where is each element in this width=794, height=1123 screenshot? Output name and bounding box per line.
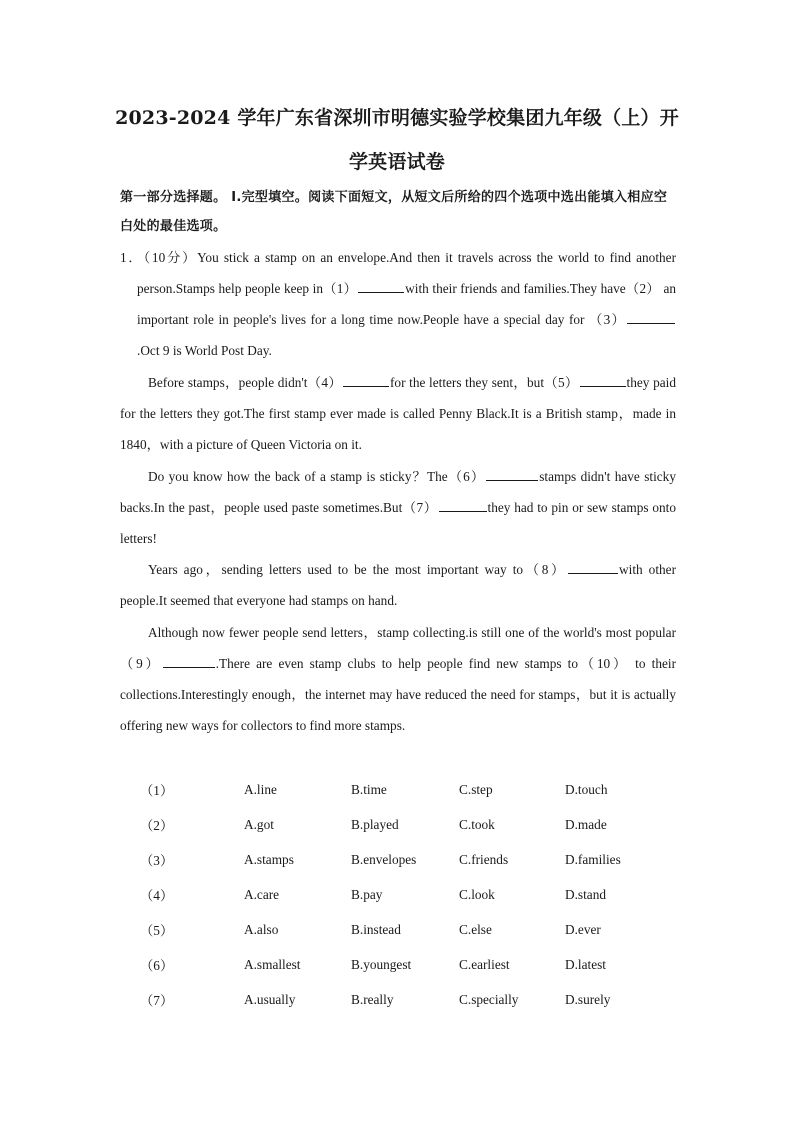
section-instructions: 第一部分选择题。 Ⅰ.完型填空。阅读下面短文，从短文后所给的四个选项中选出能填入相应空白处的最佳选项。 (120, 190, 668, 234)
title-line-1: 2023-2024 学年广东省深圳市明德实验学校集团九年级（上）开 (115, 107, 679, 129)
option-number: （6） (140, 958, 174, 973)
option-number: （7） (140, 993, 174, 1008)
option-c: C.specially (459, 991, 519, 1007)
option-b: B.really (351, 991, 394, 1007)
p2-text-b: for the letters they sent，but（5） (390, 375, 579, 390)
option-b: B.pay (351, 886, 383, 902)
p4-text-b: with other people.It seemed that everyone had stamps on hand. (120, 562, 676, 608)
option-d: D.latest (565, 956, 606, 972)
option-a: A.smallest (244, 956, 301, 972)
option-a: A.got (244, 816, 274, 832)
option-a: A.line (244, 781, 277, 797)
q1-text-part-2: with their friends and families.They have（2） an important role in people's lives for a long time now.People have a special day for （3） (137, 281, 677, 327)
p2-text-a: Before stamps，people didn't（4） (148, 375, 342, 390)
answer-blank-3 (627, 310, 675, 324)
option-a: A.also (244, 921, 279, 937)
option-a: A.usually (244, 991, 296, 1007)
option-number: （4） (140, 888, 174, 903)
option-c: C.step (459, 781, 493, 797)
paragraph-5 (120, 617, 676, 741)
p3-text-c: they had to pin or sew stamps onto letters! (120, 500, 676, 546)
option-number: （5） (140, 923, 174, 938)
options-table (140, 772, 665, 1017)
option-number: （1） (140, 783, 174, 798)
option-row (140, 842, 665, 877)
option-c: C.took (459, 816, 495, 832)
answer-blank-1 (358, 279, 404, 293)
option-number: （2） (140, 818, 174, 833)
answer-blank-5 (580, 373, 626, 387)
p3-text-a: Do you know how the back of a stamp is sticky？The（6） (148, 469, 486, 484)
p5-text-a: Although now fewer people send letters，stamp collecting.is still one of the world's most popular（9） (120, 625, 676, 671)
option-row (140, 912, 665, 947)
option-c: C.earliest (459, 956, 510, 972)
option-d: D.families (565, 851, 621, 867)
question-1-paragraph (120, 242, 676, 366)
option-c: C.look (459, 886, 495, 902)
q1-text-part-1: 1．（10分）You stick a stamp on an envelope.And then it travels across the world to find another person.Stamps help people keep in（1） (120, 250, 676, 296)
title-line-2: 学英语试卷 (348, 151, 445, 173)
question-1-hanging-block (120, 242, 676, 366)
option-row (140, 807, 665, 842)
option-b: B.time (351, 781, 387, 797)
option-d: D.touch (565, 781, 608, 797)
option-d: D.surely (565, 991, 611, 1007)
option-c: C.else (459, 921, 492, 937)
paragraph-4 (120, 554, 676, 616)
answer-blank-9 (163, 654, 215, 668)
answer-blank-7 (439, 498, 487, 512)
answer-blank-6 (486, 467, 538, 481)
option-d: D.ever (565, 921, 601, 937)
answer-blank-8 (568, 560, 618, 574)
answer-blank-4 (343, 373, 389, 387)
p2-text-c: they paid for the letters they got.The first stamp ever made is called Penny Black.It is a British stamp，made in 1840，with a picture of Queen Victoria on it. (120, 375, 676, 452)
option-d: D.stand (565, 886, 606, 902)
option-row (140, 982, 665, 1017)
paragraph-3 (120, 461, 676, 554)
option-a: A.care (244, 886, 280, 902)
option-row (140, 877, 665, 912)
option-row (140, 947, 665, 982)
p4-text-a: Years ago，sending letters used to be the most important way to（8） (148, 562, 568, 577)
option-number: （3） (140, 853, 174, 868)
option-a: A.stamps (244, 851, 294, 867)
q1-text-part-3: .Oct 9 is World Post Day. (137, 343, 272, 358)
option-d: D.made (565, 816, 607, 832)
p3-text-b: stamps didn't have sticky backs.In the past，people used paste sometimes.But（7） (120, 469, 676, 515)
option-c: C.friends (459, 851, 509, 867)
page-title (110, 96, 684, 184)
option-row (140, 772, 665, 807)
paragraph-2 (120, 367, 676, 460)
option-b: B.played (351, 816, 399, 832)
option-b: B.instead (351, 921, 401, 937)
option-b: B.youngest (351, 956, 412, 972)
option-b: B.envelopes (351, 851, 417, 867)
p5-text-b: .There are even stamp clubs to help people find new stamps to（10） to their collections.Interestingly enough，the internet may have reduced the need for stamps，but it is actually offering new ways for collectors to find more stamps. (120, 656, 676, 733)
